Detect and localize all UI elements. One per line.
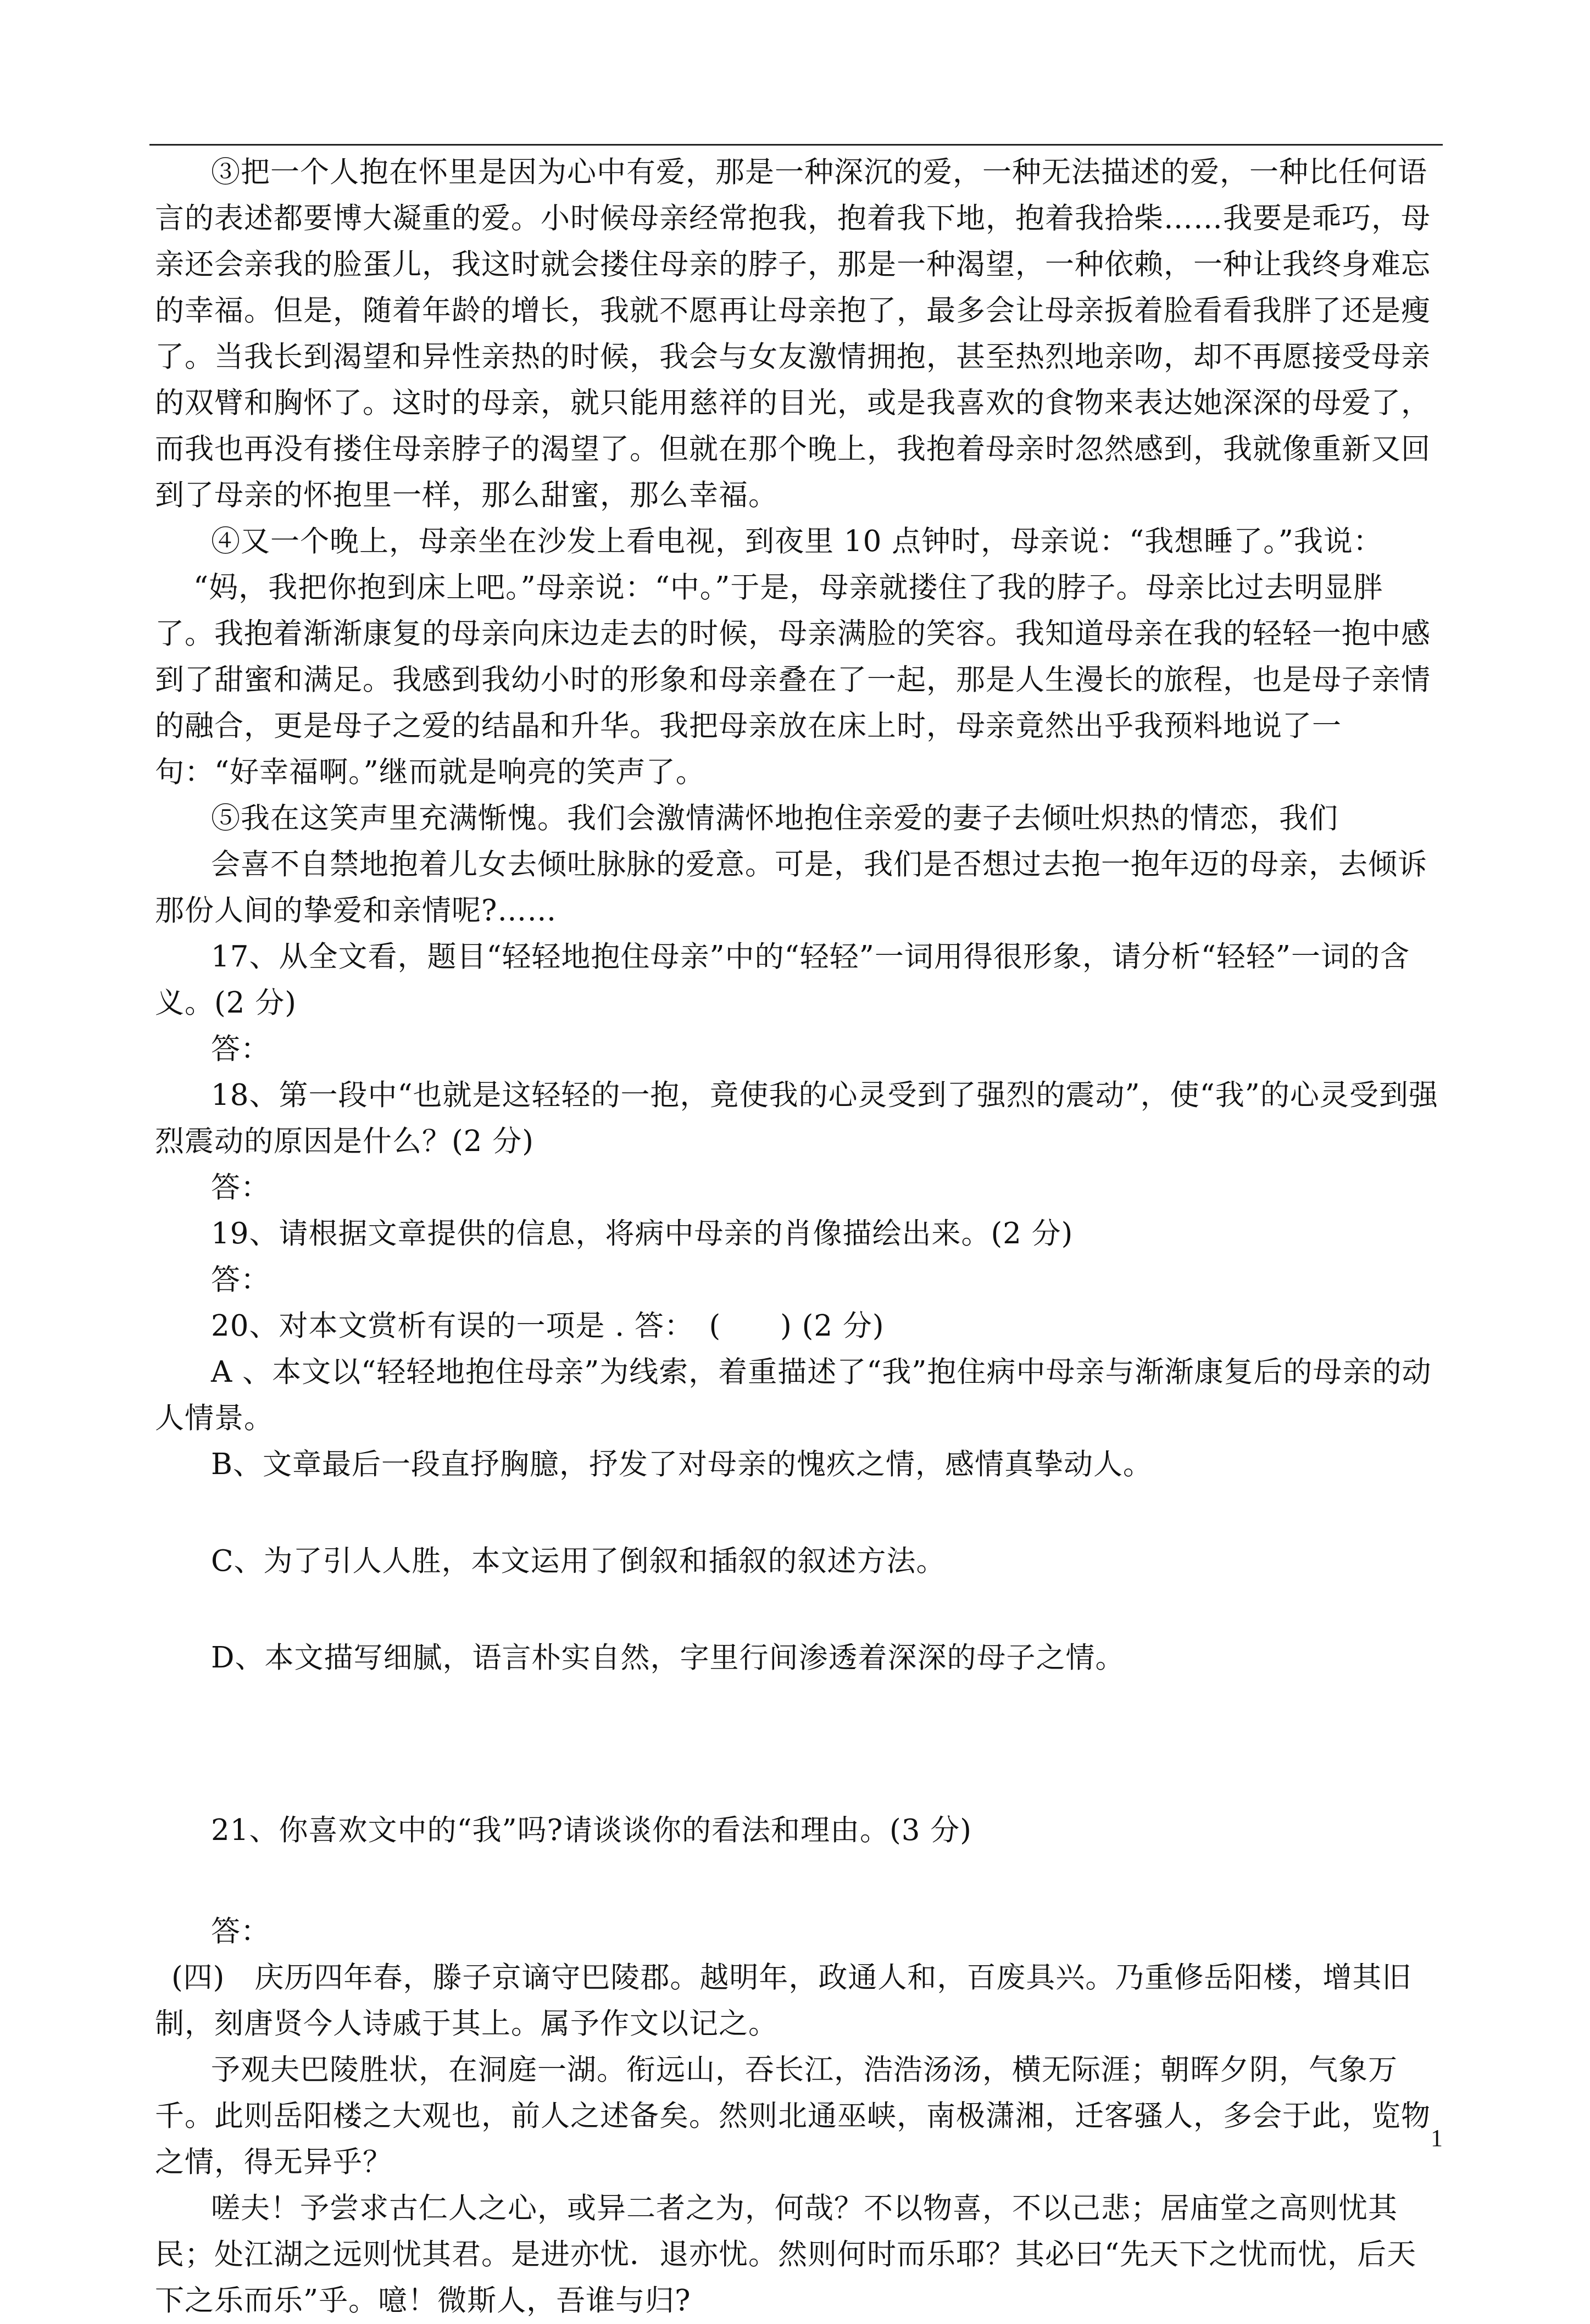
question-20-option-a: A 、本文以“轻轻地抱住母亲”为线索，着重描述了“我”抱住病中母亲与渐渐康复后的母亲的动人情景。 <box>155 1355 1432 1435</box>
page-number: 1 <box>1431 2125 1443 2151</box>
section-4-paragraph-3: 嗟夫！予尝求古仁人之心，或异二者之为，何哉？不以物喜，不以己悲；居庙堂之高则忧其民；处江湖之远则忧其君。是进亦忧．退亦忧。然则何时而乐耶？其必曰“先天下之忧而忧，后天下之乐而乐”乎。噫！微斯人，吾谁与归? <box>155 2192 1417 2317</box>
question-17-answer: 答： <box>211 1032 270 1066</box>
question-20-option-d: D、本文描写细腻，语言朴实自然，字里行间渗透着深深的母子之情。 <box>211 1641 1125 1675</box>
main-text <box>155 149 1441 2324</box>
question-18: 18、第一段中“也就是这轻轻的一抱，竟使我的心灵受到了强烈的震动”，使“我”的心灵受到强烈震动的原因是什么？(2 分) <box>155 1078 1438 1158</box>
passage-paragraph-5: 会喜不自禁地抱着儿女去倾吐脉脉的爱意。可是，我们是否想过去抱一抱年迈的母亲，去倾诉那份人间的挚爱和亲情呢?…… <box>155 848 1427 927</box>
passage-paragraph-4: “妈，我把你抱到床上吧。”母亲说：“中。”于是，母亲就搂住了我的脖子。母亲比过去明显胖了。我抱着渐渐康复的母亲向床边走去的时候，母亲满脸的笑容。我知道母亲在我的轻轻一抱中感到了甜蜜和满足。我感到我幼小时的形象和母亲叠在了一起，那是人生漫长的旅程，也是母子亲情的融合，更是母子之爱的结晶和升华。我把母亲放在床上时，母亲竟然出乎我预料地说了一句：“好幸福啊。”继而就是响亮的笑声了。 <box>155 571 1431 789</box>
passage-paragraph-3: ③把一个人抱在怀里是因为心中有爱，那是一种深沉的爱，一种无法描述的爱，一种比任何语言的表述都要博大凝重的爱。小时候母亲经常抱我，抱着我下地，抱着我拾柴……我要是乖巧，母亲还会亲我的脸蛋儿，我这时就会搂住母亲的脖子，那是一种渴望，一种依赖，一种让我终身难忘的幸福。但是，随着年龄的增长，我就不愿再让母亲抱了，最多会让母亲扳着脸看看我胖了还是瘦了。当我长到渴望和异性亲热的时候，我会与女友激情拥抱，甚至热烈地亲吻，却不再愿接受母亲的双臂和胸怀了。这时的母亲，就只能用慈祥的目光，或是我喜欢的食物来表达她深深的母爱了，而我也再没有搂住母亲脖子的渴望了。但就在那个晚上，我抱着母亲时忽然感到，我就像重新又回到了母亲的怀抱里一样，那么甜蜜，那么幸福。 <box>155 155 1431 512</box>
question-21-answer: 答： <box>211 1915 270 1948</box>
question-18-answer: 答： <box>211 1171 270 1204</box>
question-19-answer: 答： <box>211 1263 270 1297</box>
question-17: 17、从全文看，题目“轻轻地抱住母亲”中的“轻轻”一词用得很形象，请分析“轻轻”一词的含义。(2 分) <box>155 940 1410 1020</box>
header-rule <box>149 144 1443 146</box>
question-20: 20、对本文赏析有误的一项是 . 答： ( ) (2 分) <box>211 1309 885 1343</box>
question-20-option-b: B、文章最后一段直抒胸臆，抒发了对母亲的愧疚之情，感情真挚动人。 <box>211 1448 1153 1481</box>
passage-paragraph-5-start: ⑤我在这笑声里充满惭愧。我们会激情满怀地抱住亲爱的妻子去倾吐炽热的情恋，我们 <box>211 802 1338 835</box>
question-20-option-c: C、为了引人人胜，本文运用了倒叙和插叙的叙述方法。 <box>211 1544 946 1578</box>
section-4-paragraph-2: 予观夫巴陵胜状，在洞庭一湖。衔远山，吞长江，浩浩汤汤，横无际涯；朝晖夕阴，气象万千。此则岳阳楼之大观也，前人之述备矣。然则北通巫峡，南极潇湘，迁客骚人，多会于此，览物之情，得无异乎？ <box>155 2053 1431 2179</box>
section-4-paragraph-1: (四) 庆历四年春，滕子京谪守巴陵郡。越明年，政通人和，百废具兴。乃重修岳阳楼，增其旧制，刻唐贤今人诗戚于其上。属予作文以记之。 <box>155 1961 1412 2041</box>
question-21: 21、你喜欢文中的“我”吗?请谈谈你的看法和理由。(3 分) <box>211 1814 972 1847</box>
passage-paragraph-4-start: ④又一个晚上，母亲坐在沙发上看电视，到夜里 10 点钟时，母亲说：“我想睡了。”我说： <box>211 525 1383 558</box>
question-19: 19、请根据文章提供的信息，将病中母亲的肖像描绘出来。(2 分) <box>211 1217 1074 1250</box>
